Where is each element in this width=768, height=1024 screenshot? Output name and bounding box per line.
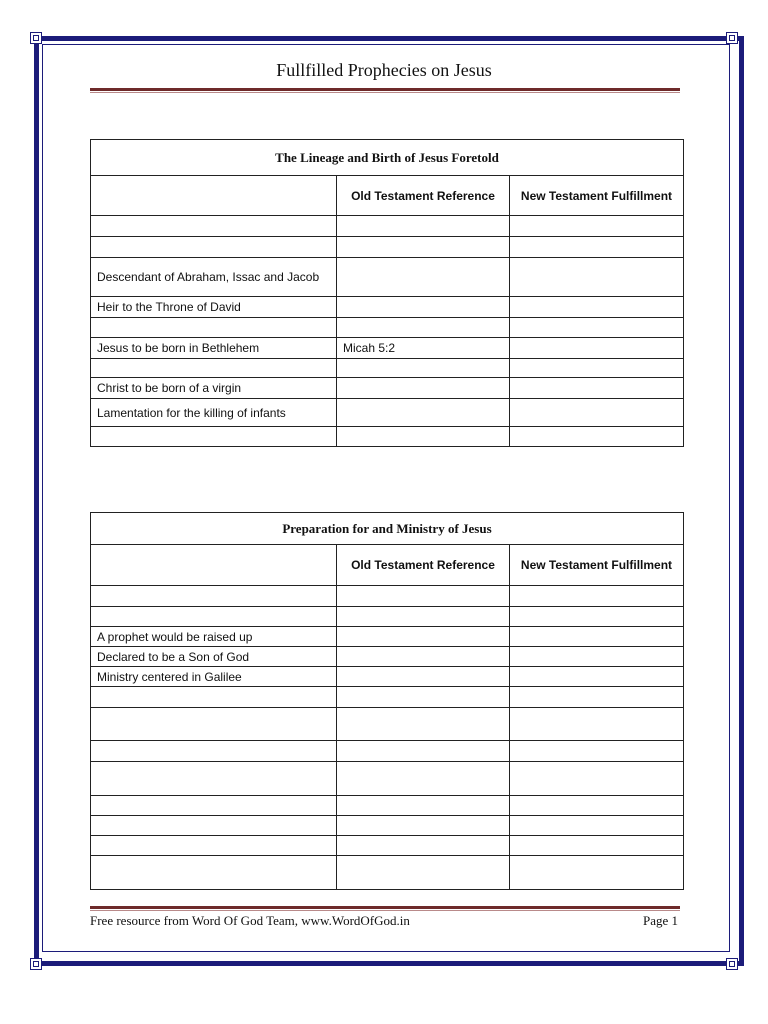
table-cell	[510, 607, 684, 627]
footer-divider-thin	[90, 910, 680, 911]
table-cell	[337, 359, 510, 378]
table-row	[91, 836, 684, 856]
table-cell	[510, 627, 684, 647]
table-row	[91, 607, 684, 627]
table-cell	[91, 359, 337, 378]
table-cell	[91, 816, 337, 836]
table-cell	[91, 741, 337, 762]
table-title: Preparation for and Ministry of Jesus	[91, 513, 684, 545]
table-cell	[337, 836, 510, 856]
table-cell	[91, 687, 337, 708]
table-cell	[337, 399, 510, 427]
corner-ornament	[726, 958, 738, 970]
table-cell	[337, 378, 510, 399]
table-cell	[337, 741, 510, 762]
table-cell	[91, 796, 337, 816]
table-row	[91, 258, 684, 297]
table-cell	[510, 237, 684, 258]
table-cell: A prophet would be raised up	[91, 627, 337, 647]
table-cell	[510, 816, 684, 836]
table-cell	[337, 667, 510, 687]
table-row	[91, 667, 684, 687]
table-cell	[510, 647, 684, 667]
corner-ornament	[726, 32, 738, 44]
table-cell	[91, 237, 337, 258]
table-row	[91, 216, 684, 237]
table-row	[91, 297, 684, 318]
table-cell	[510, 836, 684, 856]
table-cell	[337, 427, 510, 447]
column-header: Old Testament Reference	[337, 176, 510, 216]
table-cell	[337, 816, 510, 836]
table-cell	[510, 338, 684, 359]
table-cell	[91, 607, 337, 627]
table-cell: Descendant of Abraham, Issac and Jacob	[91, 258, 337, 297]
header-divider-thin	[90, 92, 680, 93]
page-title: Fullfilled Prophecies on Jesus	[276, 60, 492, 80]
table-row	[91, 378, 684, 399]
table-cell	[510, 318, 684, 338]
table-cell	[337, 237, 510, 258]
table-row	[91, 359, 684, 378]
column-header	[91, 545, 337, 586]
table-cell	[91, 318, 337, 338]
table-cell	[337, 762, 510, 796]
table-cell	[337, 708, 510, 741]
table-row	[91, 237, 684, 258]
table-cell	[337, 297, 510, 318]
table-cell	[510, 687, 684, 708]
table-cell: Lamentation for the killing of infants	[91, 399, 337, 427]
table-row	[91, 318, 684, 338]
table-cell	[510, 856, 684, 890]
table-cell	[510, 216, 684, 237]
table-cell	[510, 297, 684, 318]
table-row	[91, 762, 684, 796]
table-row	[91, 741, 684, 762]
table-cell	[510, 378, 684, 399]
table-cell: Heir to the Throne of David	[91, 297, 337, 318]
table-cell	[510, 762, 684, 796]
preparation-ministry-table	[90, 512, 684, 890]
table-cell	[337, 607, 510, 627]
table-cell	[91, 836, 337, 856]
table-cell	[337, 216, 510, 237]
page-number: Page 1	[642, 913, 678, 928]
table-cell	[510, 586, 684, 607]
column-header	[91, 176, 337, 216]
table-cell	[337, 856, 510, 890]
table-cell	[91, 856, 337, 890]
table-row	[91, 687, 684, 708]
table-cell: Micah 5:2	[337, 338, 510, 359]
column-header: New Testament Fulfillment	[510, 176, 684, 216]
table-cell	[337, 687, 510, 708]
table-cell	[510, 399, 684, 427]
table-cell	[337, 796, 510, 816]
table-row	[91, 796, 684, 816]
table-row	[91, 399, 684, 427]
table-cell	[510, 359, 684, 378]
table-cell	[337, 647, 510, 667]
table-cell: Christ to be born of a virgin	[91, 378, 337, 399]
table-row	[91, 427, 684, 447]
table-row	[91, 627, 684, 647]
table-cell	[91, 762, 337, 796]
header-divider	[90, 88, 680, 91]
lineage-birth-table	[90, 139, 684, 447]
footer-divider	[90, 906, 680, 909]
column-header: Old Testament Reference	[337, 545, 510, 586]
table-cell	[337, 258, 510, 297]
table-cell	[91, 586, 337, 607]
table-cell	[337, 586, 510, 607]
table-row	[91, 708, 684, 741]
table-cell	[510, 427, 684, 447]
table-row	[91, 338, 684, 359]
footer-source: Free resource from Word Of God Team, www.WordOfGod.in	[90, 913, 410, 928]
table-cell: Ministry centered in Galilee	[91, 667, 337, 687]
corner-ornament	[30, 32, 42, 44]
column-header: New Testament Fulfillment	[510, 545, 684, 586]
table-cell: Jesus to be born in Bethlehem	[91, 338, 337, 359]
corner-ornament	[30, 958, 42, 970]
table-row	[91, 816, 684, 836]
table-row	[91, 647, 684, 667]
table-cell	[91, 427, 337, 447]
table-cell	[510, 796, 684, 816]
table-cell	[337, 627, 510, 647]
table-cell	[91, 216, 337, 237]
table-cell	[510, 667, 684, 687]
table-cell	[510, 741, 684, 762]
table-title: The Lineage and Birth of Jesus Foretold	[91, 140, 684, 176]
table-row	[91, 856, 684, 890]
table-row	[91, 586, 684, 607]
table-cell	[510, 708, 684, 741]
table-cell: Declared to be a Son of God	[91, 647, 337, 667]
table-cell	[91, 708, 337, 741]
table-cell	[337, 318, 510, 338]
table-cell	[510, 258, 684, 297]
